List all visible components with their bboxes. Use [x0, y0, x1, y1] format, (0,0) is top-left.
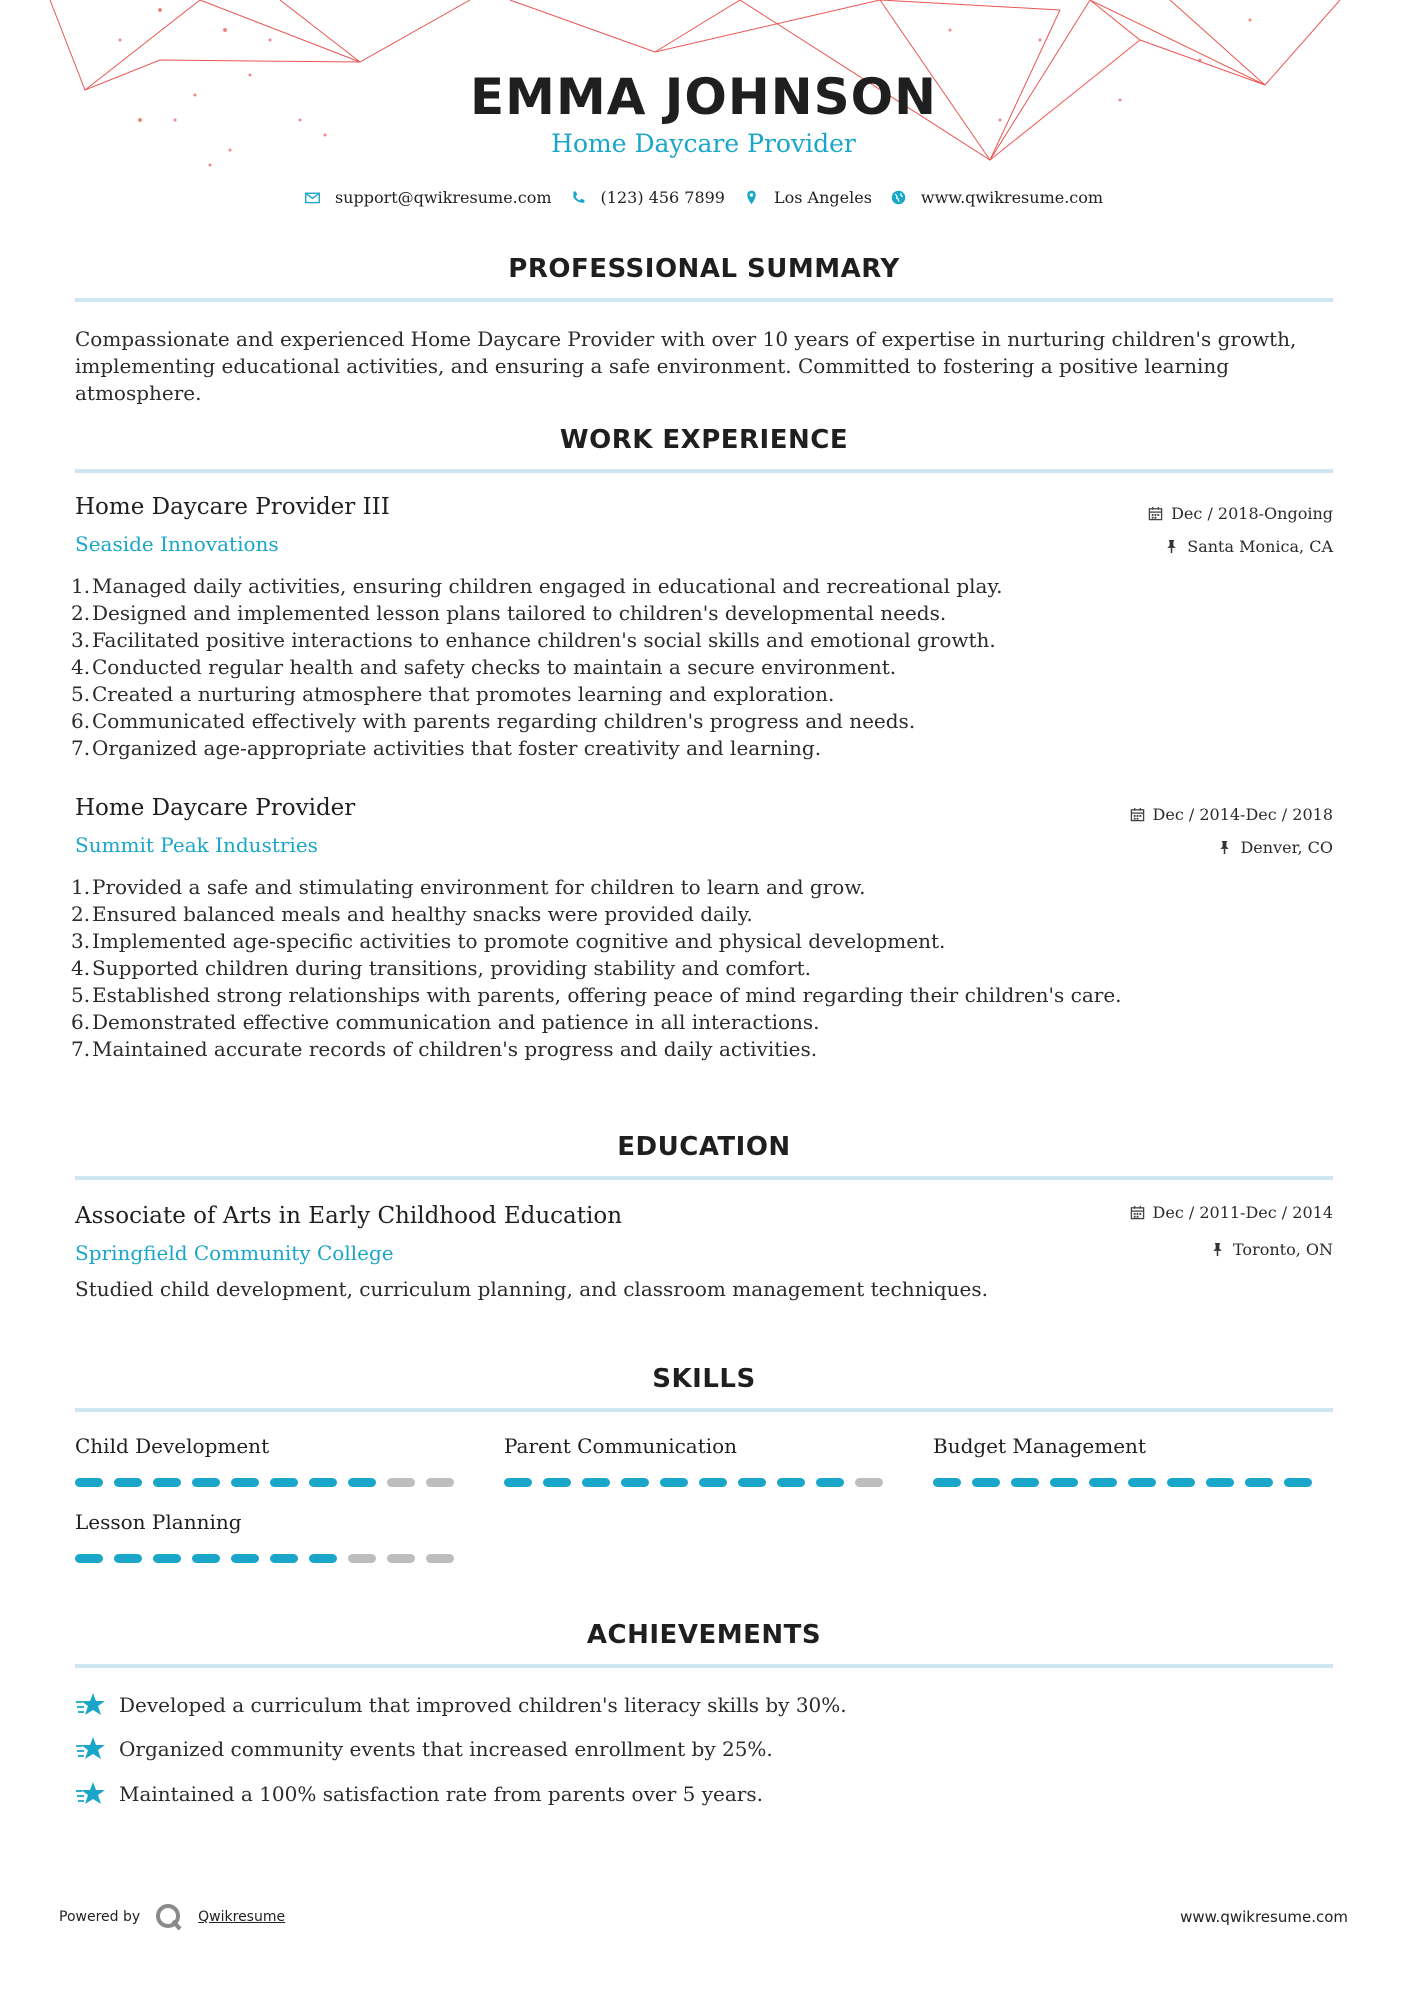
- list-item: 2. Designed and implemented lesson plans tailored to children's developmental needs.: [71, 601, 947, 625]
- phone-text: (123) 456 7899: [600, 188, 725, 207]
- pushpin-icon: [1164, 539, 1179, 554]
- list-item: 3. Implemented age-specific activities to promote cognitive and physical development.: [71, 929, 946, 953]
- skill-dash-filled: [1284, 1478, 1312, 1487]
- candidate-title: Home Daycare Provider: [551, 129, 856, 158]
- star-icon: [75, 1690, 107, 1720]
- skill-dash-filled: [114, 1554, 142, 1563]
- skill-item: [933, 1434, 1313, 1487]
- list-item: 4. Conducted regular health and safety checks to maintain a secure environment.: [71, 655, 897, 679]
- skill-dash-filled: [231, 1478, 259, 1487]
- achievements-heading: ACHIEVEMENTS: [586, 1620, 822, 1650]
- skill-dash-filled: [933, 1478, 961, 1487]
- skill-dash-filled: [270, 1554, 298, 1563]
- education-heading: EDUCATION: [617, 1132, 791, 1162]
- powered-by-label: Powered by: [59, 1909, 141, 1925]
- list-item: 1. Managed daily activities, ensuring children engaged in educational and recreational play.: [71, 574, 1003, 598]
- star-icon: [75, 1779, 107, 1809]
- contact-phone[interactable]: [570, 188, 725, 207]
- job-title: Home Daycare Provider III: [75, 494, 390, 520]
- job-company: Summit Peak Industries: [75, 833, 318, 857]
- calendar-icon: [1130, 1205, 1145, 1220]
- skill-dash-filled: [231, 1554, 259, 1563]
- skill-level-bar: [75, 1554, 455, 1563]
- globe-icon: [890, 189, 907, 206]
- achievement-text: Organized community events that increased enrollment by 25%.: [119, 1737, 773, 1761]
- skill-name: Child Development: [75, 1434, 270, 1458]
- skill-name: Budget Management: [933, 1434, 1146, 1458]
- list-item: 7. Maintained accurate records of children's progress and daily activities.: [71, 1037, 818, 1061]
- education-rule: [75, 1176, 1333, 1180]
- skill-dash-filled: [75, 1554, 103, 1563]
- contact-email[interactable]: [304, 188, 552, 207]
- skill-name: Lesson Planning: [75, 1510, 242, 1534]
- skill-dash-filled: [270, 1478, 298, 1487]
- skill-dash-filled: [192, 1478, 220, 1487]
- skill-dash-filled: [660, 1478, 688, 1487]
- calendar-icon: [1130, 807, 1145, 822]
- star-icon: [75, 1734, 107, 1764]
- list-item: 2. Ensured balanced meals and healthy snacks were provided daily.: [71, 902, 753, 926]
- skill-dash-filled: [816, 1478, 844, 1487]
- skill-dash-filled: [153, 1554, 181, 1563]
- list-item: 5. Created a nurturing atmosphere that promotes learning and exploration.: [71, 682, 835, 706]
- job-date-text: Dec / 2018-Ongoing: [1171, 504, 1333, 523]
- skill-dash-empty: [387, 1478, 415, 1487]
- skill-dash-filled: [1128, 1478, 1156, 1487]
- skill-item: [75, 1510, 455, 1563]
- job-date: [1148, 504, 1333, 523]
- skill-dash-filled: [1206, 1478, 1234, 1487]
- brand-link[interactable]: Qwikresume: [198, 1909, 286, 1925]
- skill-dash-filled: [153, 1478, 181, 1487]
- skill-dash-filled: [114, 1478, 142, 1487]
- job-bullet-list: [71, 573, 1271, 762]
- skill-dash-empty: [387, 1554, 415, 1563]
- contact-website[interactable]: [890, 188, 1103, 207]
- degree-title: Associate of Arts in Early Childhood Education: [75, 1203, 623, 1229]
- skill-dash-empty: [426, 1554, 454, 1563]
- job-location: [1164, 537, 1333, 556]
- skill-dash-filled: [1089, 1478, 1117, 1487]
- skill-level-bar: [504, 1478, 884, 1487]
- list-item: 6. Communicated effectively with parents regarding children's progress and needs.: [71, 709, 916, 733]
- list-item: 5. Established strong relationships with parents, offering peace of mind regarding their children's care.: [71, 983, 1122, 1007]
- skill-dash-filled: [1245, 1478, 1273, 1487]
- skill-dash-filled: [972, 1478, 1000, 1487]
- education-location: [1210, 1240, 1333, 1259]
- job-location-text: Santa Monica, CA: [1187, 537, 1333, 556]
- skill-dash-filled: [738, 1478, 766, 1487]
- list-item: 7. Organized age-appropriate activities that foster creativity and learning.: [71, 736, 822, 760]
- summary-rule: [75, 298, 1333, 302]
- skill-dash-filled: [309, 1478, 337, 1487]
- skill-dash-filled: [309, 1554, 337, 1563]
- pushpin-icon: [1217, 840, 1232, 855]
- list-item: 4. Supported children during transitions, providing stability and comfort.: [71, 956, 812, 980]
- skill-dash-filled: [621, 1478, 649, 1487]
- job-location: [1217, 838, 1333, 857]
- list-item: 3. Facilitated positive interactions to enhance children's social skills and emotional growth.: [71, 628, 996, 652]
- skill-name: Parent Communication: [504, 1434, 738, 1458]
- resume-header: [0, 70, 1407, 158]
- achievement-item: [75, 1779, 763, 1809]
- skill-dash-filled: [504, 1478, 532, 1487]
- contact-location: [743, 188, 872, 207]
- achievement-text: Developed a curriculum that improved children's literacy skills by 30%.: [119, 1693, 847, 1717]
- location-text: Los Angeles: [773, 188, 872, 207]
- education-date: [1130, 1203, 1333, 1222]
- job-location-text: Denver, CO: [1240, 838, 1333, 857]
- skills-heading: SKILLS: [652, 1364, 756, 1394]
- skill-dash-filled: [582, 1478, 610, 1487]
- skill-dash-empty: [426, 1478, 454, 1487]
- calendar-icon: [1148, 506, 1163, 521]
- skill-dash-empty: [855, 1478, 883, 1487]
- skill-dash-filled: [348, 1478, 376, 1487]
- education-location-text: Toronto, ON: [1233, 1240, 1333, 1259]
- education-date-text: Dec / 2011-Dec / 2014: [1152, 1203, 1333, 1222]
- map-pin-icon: [743, 189, 760, 206]
- envelope-icon: [304, 189, 321, 206]
- skill-dash-filled: [1050, 1478, 1078, 1487]
- skill-item: [504, 1434, 884, 1487]
- experience-heading: WORK EXPERIENCE: [559, 425, 849, 455]
- list-item: 1. Provided a safe and stimulating environment for children to learn and grow.: [71, 875, 866, 899]
- email-text: support@qwikresume.com: [334, 188, 552, 207]
- summary-heading: PROFESSIONAL SUMMARY: [508, 254, 900, 284]
- job-date: [1130, 805, 1333, 824]
- skill-dash-empty: [348, 1554, 376, 1563]
- list-item: 6. Demonstrated effective communication and patience in all interactions.: [71, 1010, 820, 1034]
- contact-bar: [0, 188, 1407, 207]
- skill-dash-filled: [1011, 1478, 1039, 1487]
- skill-dash-filled: [777, 1478, 805, 1487]
- job-title: Home Daycare Provider: [75, 795, 356, 821]
- job-bullet-list: [71, 874, 1271, 1063]
- skill-dash-filled: [699, 1478, 727, 1487]
- footer-website-link[interactable]: www.qwikresume.com: [1180, 1908, 1348, 1926]
- achievements-rule: [75, 1664, 1333, 1668]
- achievement-item: [75, 1690, 847, 1720]
- job-company: Seaside Innovations: [75, 532, 279, 556]
- achievement-item: [75, 1734, 773, 1764]
- skill-dash-filled: [543, 1478, 571, 1487]
- skills-rule: [75, 1408, 1333, 1412]
- skill-dash-filled: [75, 1478, 103, 1487]
- summary-text: Compassionate and experienced Home Daycare Provider with over 10 years of expertise in nurturing children's growth, implementing educational activities, and ensuring a safe environment. Committed to fostering a positive learning atmosphere.: [75, 327, 1297, 405]
- skill-dash-filled: [192, 1554, 220, 1563]
- skill-level-bar: [75, 1478, 455, 1487]
- skill-item: [75, 1434, 455, 1487]
- skill-dash-filled: [1167, 1478, 1195, 1487]
- website-text: www.qwikresume.com: [920, 188, 1104, 207]
- pushpin-icon: [1210, 1242, 1225, 1257]
- job-date-text: Dec / 2014-Dec / 2018: [1152, 805, 1333, 824]
- footer-powered-by: [59, 1902, 285, 1932]
- phone-icon: [570, 189, 587, 206]
- qwikresume-logo-icon: [154, 1902, 184, 1932]
- experience-rule: [75, 469, 1333, 473]
- education-description: Studied child development, curriculum planning, and classroom management techniques.: [75, 1277, 989, 1301]
- school-name: Springfield Community College: [75, 1241, 394, 1265]
- skill-level-bar: [933, 1478, 1313, 1487]
- candidate-name: EMMA JOHNSON: [470, 68, 937, 126]
- achievement-text: Maintained a 100% satisfaction rate from parents over 5 years.: [119, 1782, 763, 1806]
